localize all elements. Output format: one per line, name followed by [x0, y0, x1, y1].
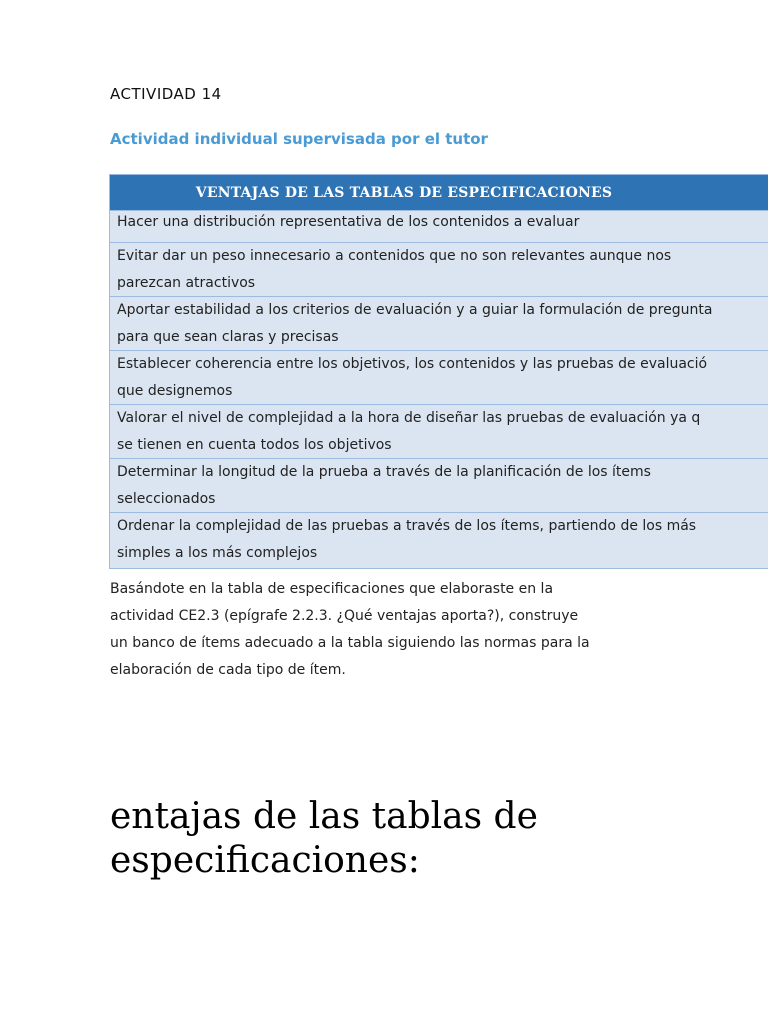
- cell-line: Determinar la longitud de la prueba a través de la planificación de los ítems: [117, 464, 651, 480]
- cell-line: para que sean claras y precisas: [117, 328, 339, 345]
- cell-line: Aportar estabilidad a los criterios de evaluación y a guiar la formulación de pregunta: [117, 302, 713, 318]
- cell-line: Ordenar la complejidad de las pruebas a través de los ítems, partiendo de los más: [117, 518, 697, 534]
- instructions-line: Basándote en la tabla de especificaciones que elaboraste en la: [110, 581, 554, 597]
- table-cell: [110, 513, 768, 569]
- table-row: [110, 243, 768, 297]
- cell-line: Evitar dar un peso innecesario a contenidos que no son relevantes aunque nos: [117, 248, 672, 264]
- instructions-line: actividad CE2.3 (epígrafe 2.2.3. ¿Qué ventajas aporta?), construye: [110, 608, 579, 624]
- table-cell: [110, 351, 768, 405]
- table-header-row: [110, 175, 768, 211]
- section-heading-line: entajas de las tablas de: [110, 796, 538, 837]
- table-cell: [110, 459, 768, 513]
- cell-line: Hacer una distribución representativa de los contenidos a evaluar: [117, 214, 580, 230]
- advantages-table: [109, 174, 768, 569]
- instructions-paragraph: [110, 576, 670, 684]
- table-row: [110, 297, 768, 351]
- table-row: [110, 211, 768, 243]
- table-header: VENTAJAS DE LAS TABLAS DE ESPECIFICACIONES: [110, 175, 768, 211]
- activity-number: ACTIVIDAD 14: [110, 85, 222, 103]
- cell-line: Establecer coherencia entre los objetivos, los contenidos y las pruebas de evaluació: [117, 356, 708, 372]
- cell-line: parezcan atractivos: [117, 274, 256, 291]
- cell-line: se tienen en cuenta todos los objetivos: [117, 436, 392, 453]
- section-heading: [110, 795, 538, 883]
- cell-line: Valorar el nivel de complejidad a la hora de diseñar las pruebas de evaluación ya q: [117, 410, 701, 426]
- table-cell: [110, 297, 768, 351]
- instructions-line: elaboración de cada tipo de ítem.: [110, 662, 346, 678]
- table-row: [110, 351, 768, 405]
- table-cell: [110, 405, 768, 459]
- table-cell: [110, 243, 768, 297]
- table-row: [110, 513, 768, 569]
- section-heading-line: especificaciones:: [110, 840, 420, 881]
- cell-line: seleccionados: [117, 490, 216, 507]
- cell-line: que designemos: [117, 382, 233, 399]
- activity-subtitle: Actividad individual supervisada por el tutor: [110, 130, 488, 148]
- table-row: [110, 459, 768, 513]
- instructions-line: un banco de ítems adecuado a la tabla siguiendo las normas para la: [110, 635, 590, 651]
- table-row: [110, 405, 768, 459]
- cell-line: simples a los más complejos: [117, 544, 318, 561]
- table-cell: [110, 211, 768, 243]
